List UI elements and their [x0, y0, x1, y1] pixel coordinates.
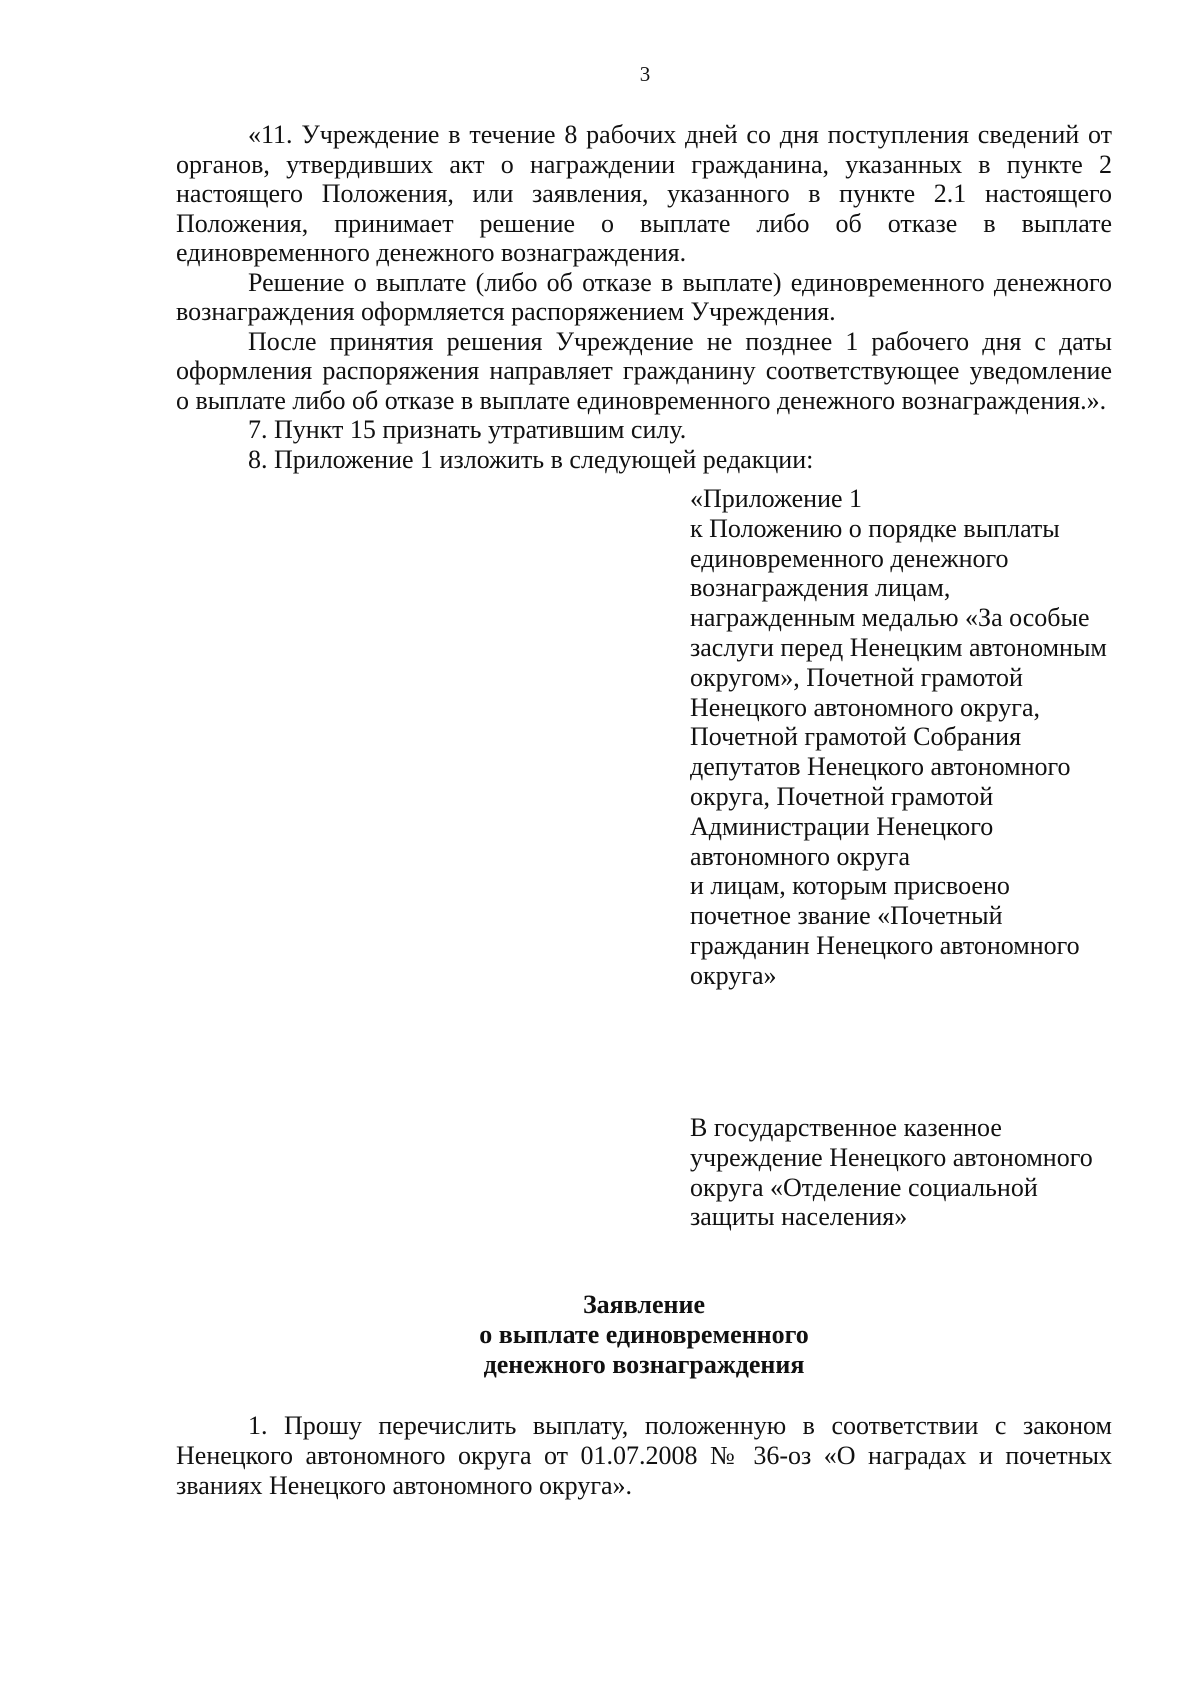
paragraph-decision-form: Решение о выплате (либо об отказе в выплате) единовременного денежного вознаграждения оформляется распоряжением Учреждения.	[176, 267, 1112, 326]
addressee-block: В государственное казенное учреждение Ненецкого автономного округа «Отделение социальной защиты населения»	[690, 1113, 1093, 1232]
page-number: 3	[639, 62, 651, 86]
paragraph-item-8: 8. Приложение 1 изложить в следующей редакции:	[248, 444, 814, 474]
paragraph-item-7: 7. Пункт 15 признать утратившим силу.	[248, 415, 687, 444]
amendment-text	[176, 120, 1112, 474]
statement-title: Заявление о выплате единовременного денежного вознаграждения	[479, 1290, 809, 1379]
paragraph-notification: После принятия решения Учреждение не позднее 1 рабочего дня с даты оформления распоряжения направляет гражданину соответствующее уведомление о выплате либо об отказе в выплате единовременного денежного вознаграждения.».	[176, 326, 1112, 415]
statement-item-1: 1. Прошу перечислить выплату, положенную в соответствии с законом Ненецкого автономного округа от 01.07.2008 № 36-оз «О наградах и почетных званиях Ненецкого автономного округа».	[176, 1411, 1112, 1500]
appendix-heading: «Приложение 1 к Положению о порядке выплаты единовременного денежного вознаграждения лицам, награжденным медалью «За особые заслуги перед Ненецким автономным округом», Почетной грамотой Ненецкого автономного округа, Почетной грамотой Собрания депутатов Ненецкого автономного округа, Почетной грамотой Администрации Ненецкого автономного округа и лицам, которым присвоено почетное звание «Почетный гражданин Ненецкого автономного округа»	[690, 484, 1107, 990]
paragraph-11: «11. Учреждение в течение 8 рабочих дней со дня поступления сведений от органов, утвердивших акт о награждении гражданина, указанных в пункте 2 настоящего Положения, или заявления, указанного в пункте 2.1 настоящего Положения, принимает решение о выплате либо об отказе в выплате единовременного денежного вознаграждения.	[176, 120, 1112, 267]
